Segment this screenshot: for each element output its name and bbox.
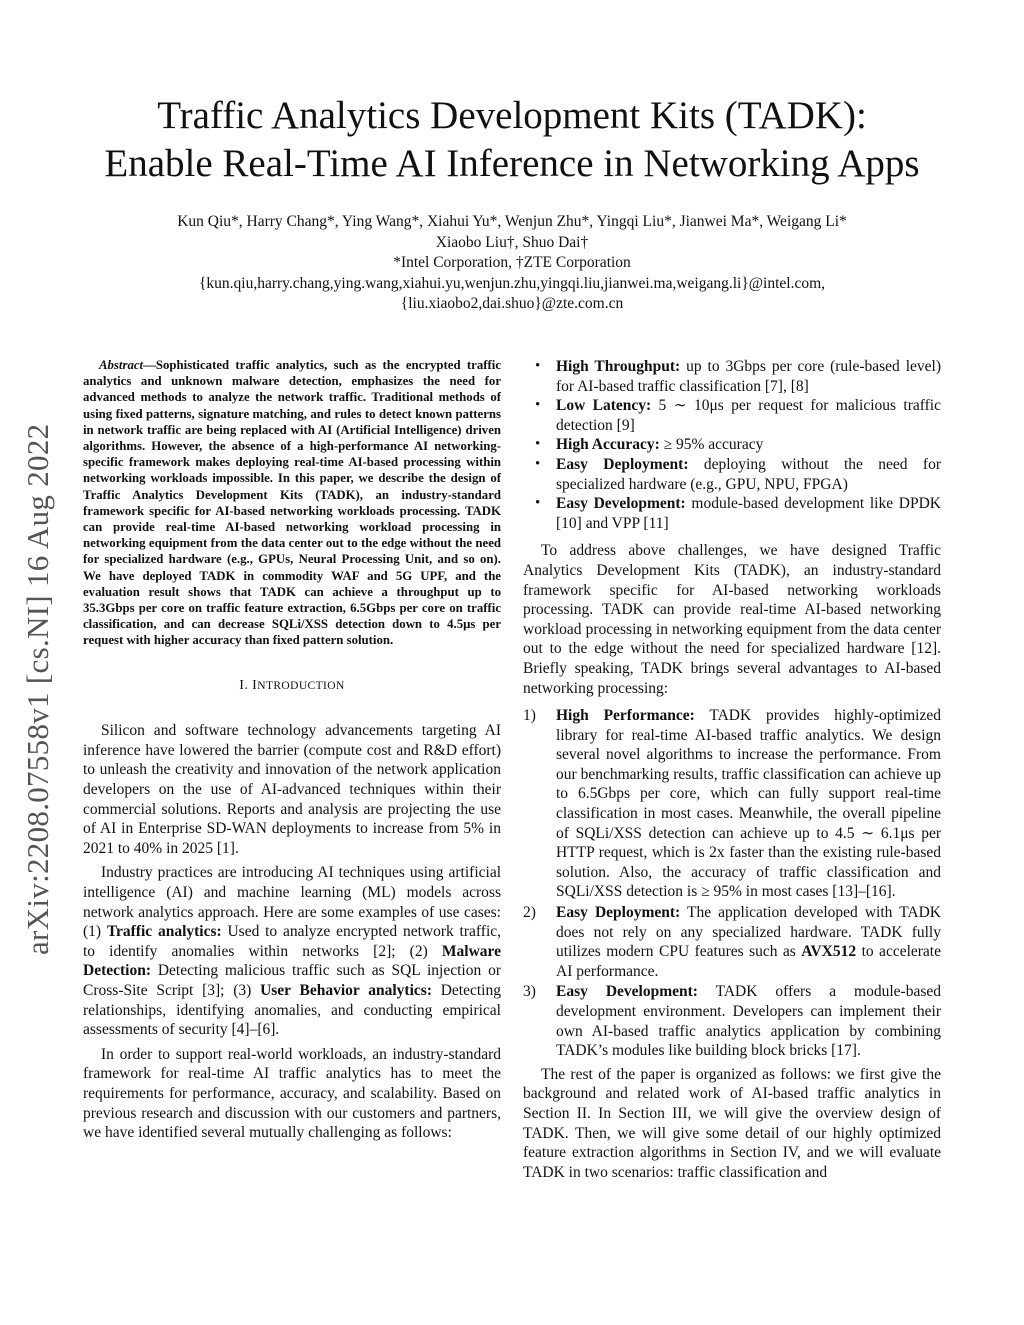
affiliations: *Intel Corporation, †ZTE Corporation bbox=[393, 254, 631, 271]
intro-paragraph-2: Industry practices are introducing AI techniques using artificial intelligence (AI) and machine learning (ML) models across network analytics approach. Here are some examples of use cases: (1) Traffic analytics: Used to analyze encrypted network traffic, to identify anomalies within networks [2]; (2) Malware Detection: Detecting malicious traffic such as SQL injection or Cross-Site Script [3]; (3) User Behavior analytics: Detecting relationships, identifying anomalies, and conducting empirical assessments of security [4]–[6]. bbox=[83, 864, 502, 1039]
list-item: • Easy Deployment: deploying without the need for specialized hardware (e.g., GPU, NPU, FPGA) bbox=[523, 455, 941, 494]
authors-line-1: Kun Qiu*, Harry Chang*, Ying Wang*, Xiahui Yu*, Wenjun Zhu*, Yingqi Liu*, Jianwei Ma*, Weigang Li* bbox=[177, 213, 847, 230]
list-item: 3) Easy Development: TADK offers a module-based development environment. Developers can implement their own AI-based traffic analytics application by combining TADK’s modules like building block bricks [17]. bbox=[523, 983, 941, 1060]
left-column bbox=[83, 357, 501, 1143]
emails-line-2: {liu.xiaobo2,dai.shuo}@zte.com.cn bbox=[400, 295, 624, 312]
abstract bbox=[83, 357, 501, 649]
list-item: 2) Easy Deployment: The application developed with TADK does not rely on any specialized hardware. TADK fully utilizes modern CPU features such as AVX512 to accelerate AI performance. bbox=[523, 904, 942, 980]
section-heading-introduction: I. INTRODUCTION bbox=[239, 677, 345, 693]
abstract-text: —Sophisticated traffic analytics, such as the encrypted traffic analytics and unknown malware detection, emphasizes the need for advanced methods to analyze the network traffic. Traditional methods of using fixed patterns, signature matching, and rules to detect known patterns in network traffic are being replaced with AI (Artificial Intelligence) driven algorithms. However, the absence of a high-performance AI networking-specific framework makes deploying real-time AI-based processing within networking workloads impossible. In this paper, we describe the design of Traffic Analytics Development Kits (TADK), an industry-standard framework specific for AI-based networking workloads processing. TADK can provide real-time AI-based networking workload processing in networking equipment from the data center out to the edge without the need for specialized hardware (e.g., GPUs, Neural Processing Unit, and so on). We have deployed TADK in commodity WAF and 5G UPF, and the evaluation result shows that TADK can achieve a throughput up to 35.3Gbps per core on traffic feature extraction, 6.5Gbps per core on traffic classification, and can decrease SQLi/XSS detection down to 4.5μs per request with higher accuracy than fixed pattern solution. bbox=[83, 358, 501, 648]
abstract-label: Abstract bbox=[99, 358, 144, 372]
title-line-1: Traffic Analytics Development Kits (TADK): bbox=[157, 94, 867, 137]
intro-paragraph-3: In order to support real-world workloads, an industry-standard framework for real-time AI traffic analytics has to meet the requirements for performance, accuracy, and scalability. Based on previous research and discussion with our customers and partners, we have identified several mutually challenging as follows: bbox=[83, 1045, 501, 1142]
authors-line-2: Xiaobo Liu†, Shuo Dai† bbox=[435, 233, 589, 251]
list-item: 1) High Performance: TADK provides highly-optimized library for real-time AI-based traffic analytics. We design several novel algorithms to increase the performance. From our benchmarking results, traffic classification can achieve up to 6.5Gbps per core, which can fully support real-time classification in most cases. Meanwhile, the overall pipeline of SQLi/XSS detection can achieve up to 4.5 ∼ 6.1μs per HTTP request, which is 2x faster than the existing rule-based solution. Also, the accuracy of traffic classification and SQLi/XSS detection is ≥ 95% in most cases [13]–[16]. bbox=[523, 707, 941, 901]
right-paragraph-1: To address above challenges, we have designed Traffic Analytics Development Kits (TADK), an industry-standard framework specific for AI-based networking workloads processing. TADK can provide real-time AI-based networking workload processing in networking equipment from the data center out to the edge without the need for specialized hardware [12]. Briefly speaking, TADK brings several advantages to AI-based networking processing: bbox=[523, 542, 941, 697]
arxiv-identifier: arXiv:2208.07558v1 [cs.NI] 16 Aug 2022 bbox=[20, 423, 55, 955]
list-item: • High Accuracy: ≥ 95% accuracy bbox=[523, 435, 941, 455]
paper-title bbox=[0, 92, 1024, 188]
list-item: • High Throughput: up to 3Gbps per core (rule-based level) for AI-based traffic classification [7], [8] bbox=[523, 357, 941, 396]
list-item: • Easy Development: module-based development like DPDK [10] and VPP [11] bbox=[523, 494, 941, 533]
advantages-list bbox=[523, 706, 941, 1061]
intro-paragraph-1: Silicon and software technology advancements targeting AI inference have lowered the barrier (compute cost and R&D effort) to unleash the creativity and innovation of the network application developers on the use of AI-advanced techniques within their commercial solutions. Reports and analysis are projecting the use of AI in Enterprise SD-WAN deployments to increase from 5% in 2021 to 40% in 2025 [1]. bbox=[83, 722, 501, 857]
list-item: • Low Latency: 5 ∼ 10μs per request for malicious traffic detection [9] bbox=[523, 396, 941, 435]
requirements-list bbox=[523, 357, 941, 533]
title-line-2: Enable Real-Time AI Inference in Networking Apps bbox=[104, 142, 920, 185]
author-block bbox=[60, 212, 964, 315]
right-paragraph-2: The rest of the paper is organized as follows: we first give the background and related work of AI-based traffic analytics in Section II. In Section III, we will give the overview design of TADK. Then, we will give some detail of our highly optimized feature extraction algorithms in Section IV, and we will evaluate TADK in two scenarios: traffic classification and bbox=[523, 1065, 941, 1181]
right-column bbox=[523, 357, 941, 1182]
emails-line-1: {kun.qiu,harry.chang,ying.wang,xiahui.yu,wenjun.zhu,yingqi.liu,jianwei.ma,weigang.li}@intel.com, bbox=[198, 274, 826, 292]
